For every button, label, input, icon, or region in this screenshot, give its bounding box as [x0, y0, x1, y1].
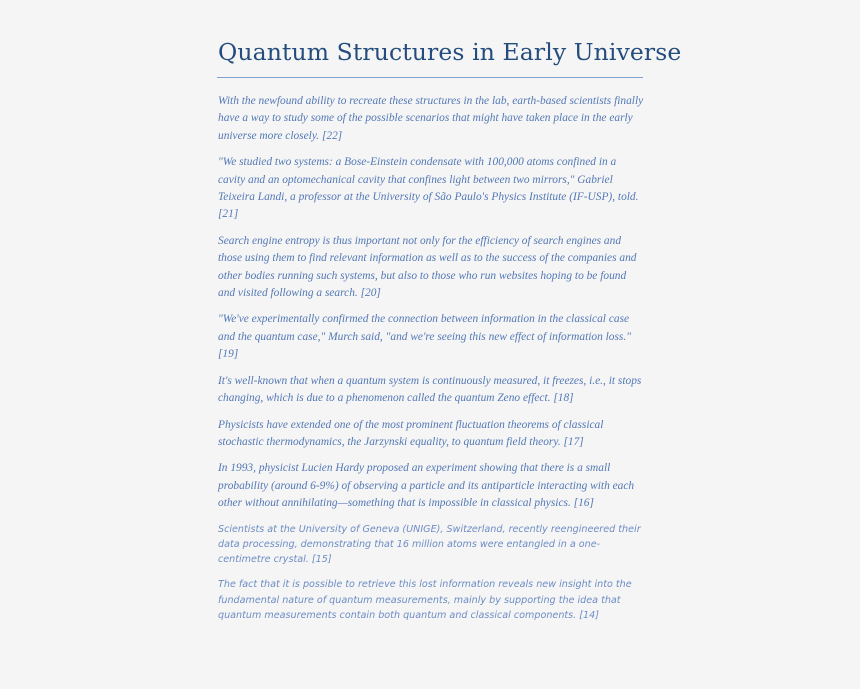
title-divider	[217, 77, 643, 78]
paragraph-14: The fact that it is possible to retrieve this lost information reveals new insight into the fundamental nature of quantum measurements, mainly by supporting the idea that quantum measurements contain both quantum and classical components. [14]	[218, 579, 632, 622]
document-page	[217, 36, 682, 633]
page-title: Quantum Structures in Early Universe	[218, 38, 682, 66]
paragraph-16: In 1993, physicist Lucien Hardy proposed an experiment showing that there is a small probability (around 6-9%) of observing a particle and its antiparticle interacting with each other without annihilating—something that is impossible in classical physics. [16]	[218, 462, 635, 510]
paragraph-21: "We studied two systems: a Bose-Einstein condensate with 100,000 atoms confined in a cavity and an optomechanical cavity that confines light between two mirrors," Gabriel Teixeira Landi, a professor at the University of São Paulo's Physics Institute (IF-USP), told. [21]	[218, 156, 639, 221]
paragraph-19: "We've experimentally confirmed the connection between information in the classical case and the quantum case," Murch said, "and we're seeing this new effect of information loss." [19]	[218, 313, 631, 361]
paragraph-15: Scientists at the University of Geneva (UNIGE), Switzerland, recently reengineered their data processing, demonstrating that 16 million atoms were entangled in a one-centimetre crystal. [15]	[218, 523, 641, 566]
paragraph-22: With the newfound ability to recreate these structures in the lab, earth-based scientists finally have a way to study some of the possible scenarios that might have taken place in the early universe more closely. [22]	[218, 95, 644, 142]
paragraph-20: Search engine entropy is thus important not only for the efficiency of search engines and those using them to find relevant information as well as to the success of the companies and other bodies running such systems, but also to those who run websites hoping to be found and visited following a search. [20]	[218, 234, 637, 300]
paragraph-18: It's well-known that when a quantum system is continuously measured, it freezes, i.e., it stops changing, which is due to a phenomenon called the quantum Zeno effect. [18]	[218, 374, 642, 405]
paragraph-17: Physicists have extended one of the most prominent fluctuation theorems of classical stochastic thermodynamics, the Jarzynski equality, to quantum field theory. [17]	[218, 418, 604, 448]
